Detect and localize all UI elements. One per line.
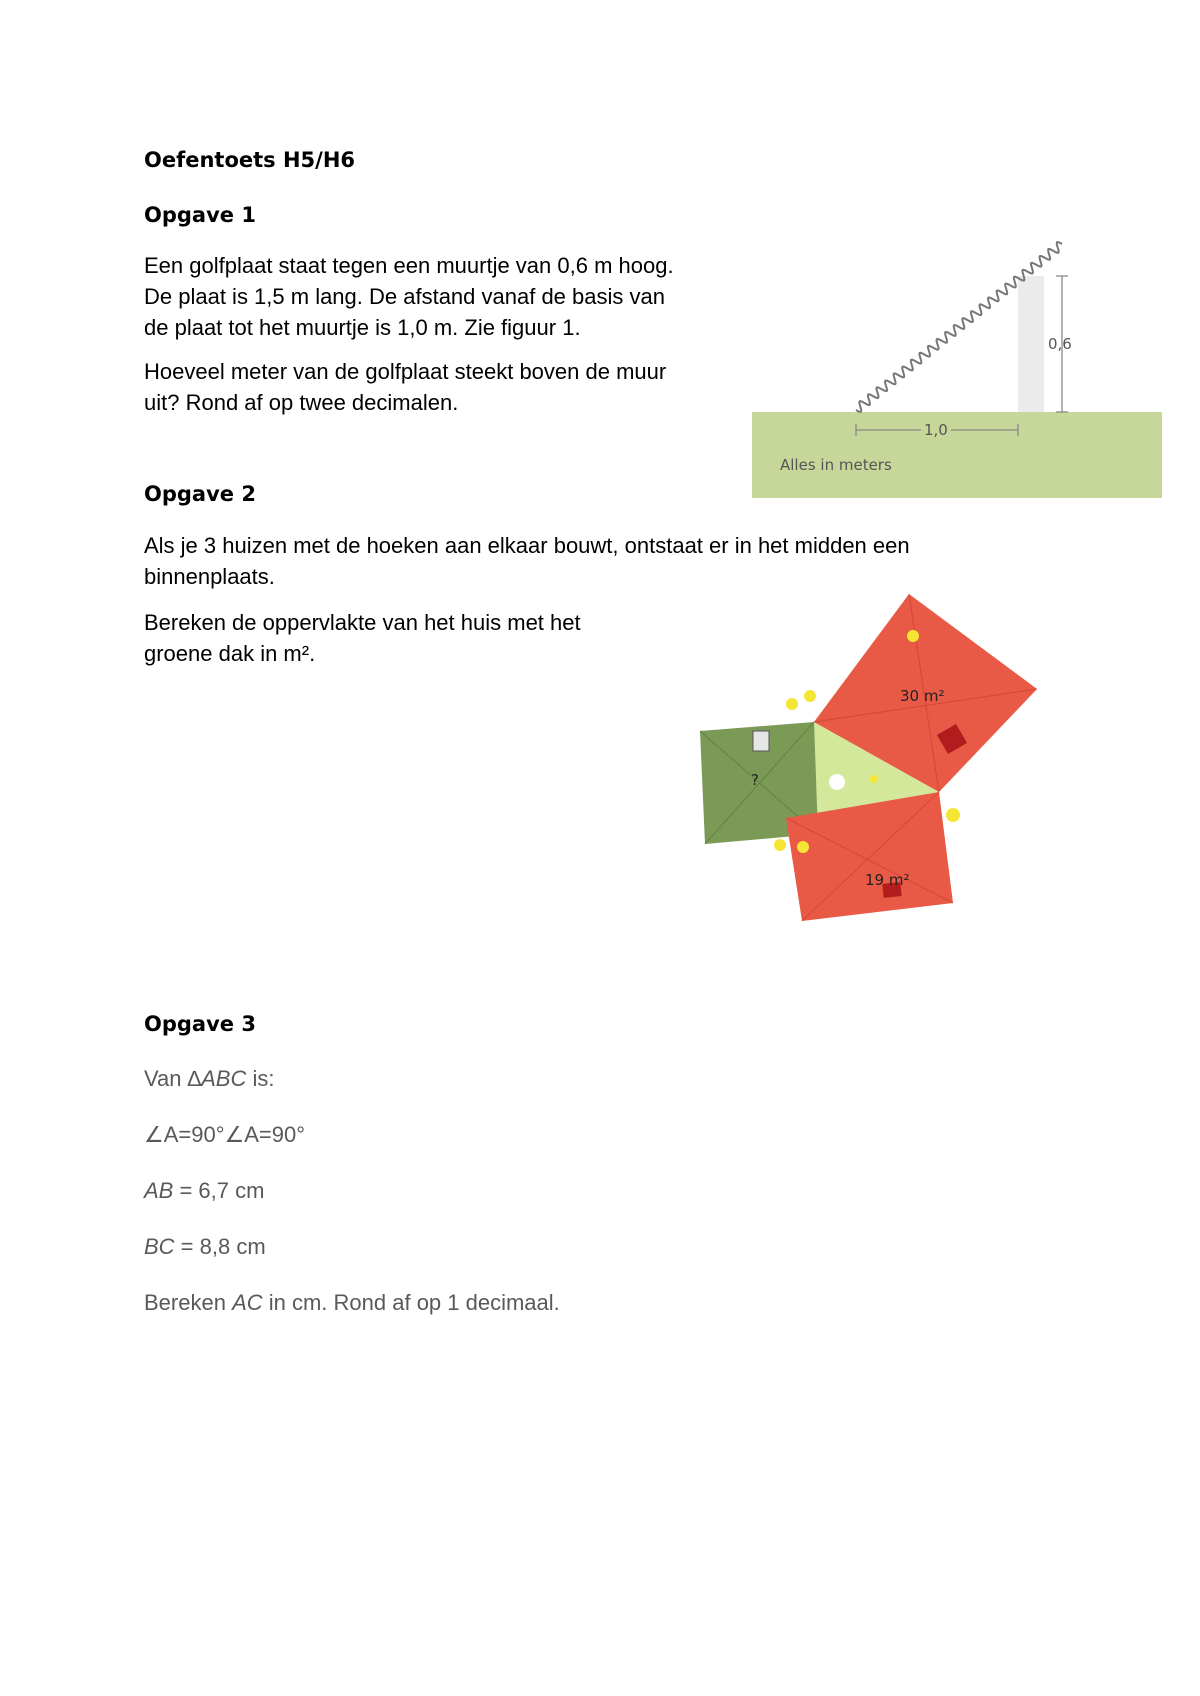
opgave1-line: uit? Rond af op twee decimalen. xyxy=(144,390,459,415)
opgave1-line: De plaat is 1,5 m lang. De afstand vanaf de basis van xyxy=(144,284,665,309)
flower-icon xyxy=(797,841,809,853)
opgave1-question xyxy=(144,356,666,418)
opgave2-question xyxy=(144,607,581,669)
opgave1-line: Hoeveel meter van de golfplaat steekt boven de muur xyxy=(144,359,667,384)
opgave3-angle: ∠A=90°∠A=90° xyxy=(144,1122,306,1147)
fountain-icon xyxy=(829,774,845,790)
flower-icon xyxy=(907,630,919,642)
large-roof-label: 30 m² xyxy=(900,687,945,705)
opgave1-line: de plaat tot het muurtje is 1,0 m. Zie figuur 1. xyxy=(144,315,581,340)
opgave2-line: binnenplaats. xyxy=(144,564,275,589)
opgave3-bc: BC = 8,8 cm xyxy=(144,1234,266,1259)
golfplaat-figure xyxy=(752,236,1162,498)
opgave2-line: groene dak in m². xyxy=(144,641,316,666)
document-title: Oefentoets H5/H6 xyxy=(144,148,356,172)
flower-icon xyxy=(804,690,816,702)
opgave2-line: Als je 3 huizen met de hoeken aan elkaar bouwt, ontstaat er in het midden een xyxy=(144,533,910,558)
flower-icon xyxy=(786,698,798,710)
opgave1-text xyxy=(144,250,674,343)
unknown-roof-label: ? xyxy=(751,771,759,789)
opgave1-line: Een golfplaat staat tegen een muurtje van 0,6 m hoog. xyxy=(144,253,674,278)
ground-area xyxy=(752,412,1162,498)
opgave3-heading: Opgave 3 xyxy=(144,1012,256,1036)
flower-icon xyxy=(946,808,960,822)
height-label: 0,6 xyxy=(1048,335,1072,353)
width-label: 1,0 xyxy=(924,421,948,439)
opgave3-ab: AB = 6,7 cm xyxy=(144,1178,265,1203)
flower-icon xyxy=(774,839,786,851)
opgave3-intro: Van ∆ABC is: xyxy=(144,1066,275,1091)
opgave2-text xyxy=(144,530,910,592)
houses-figure xyxy=(690,585,1040,955)
small-roof-label: 19 m² xyxy=(865,871,910,889)
opgave2-heading: Opgave 2 xyxy=(144,482,256,506)
wall xyxy=(1018,276,1044,412)
opgave2-line: Bereken de oppervlakte van het huis met het xyxy=(144,610,581,635)
flower-icon xyxy=(870,775,878,783)
statue xyxy=(753,731,769,751)
opgave1-heading: Opgave 1 xyxy=(144,203,256,227)
units-caption: Alles in meters xyxy=(780,456,892,474)
opgave3-question: Bereken AC in cm. Rond af op 1 decimaal. xyxy=(144,1290,560,1315)
